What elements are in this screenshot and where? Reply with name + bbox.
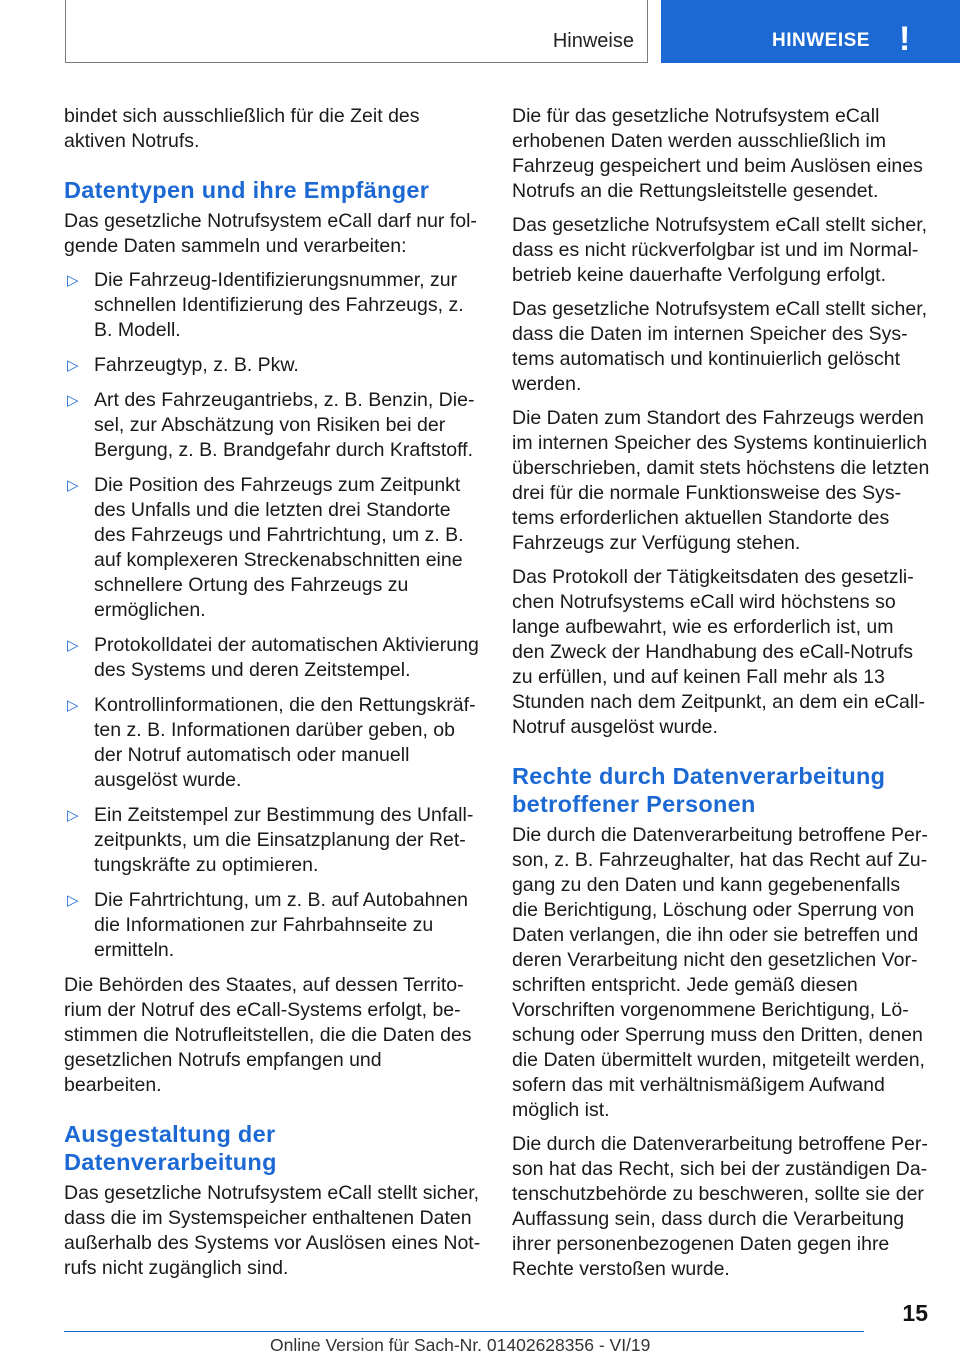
triangle-bullet-icon: ▷	[67, 697, 79, 714]
list-item-text: Fahrzeugtyp, z. B. Pkw.	[94, 354, 299, 376]
footer-text: Online Version für Sach-Nr. 01402628356 - VI/19	[270, 1335, 651, 1355]
exclamation-icon: !	[899, 20, 911, 58]
list-item-text: Protokolldatei der automatischen Aktivierung des Systems und deren Zeitstempel.	[94, 634, 479, 681]
paragraph: Die durch die Datenverarbeitung betroffene Person hat das Recht, sich bei der zuständigen Datenschutzbehörde zu beschweren, sollte sie der Auffassung sein, dass durch die Verarbeitung ihrer personenbezogenen Daten gegen ihre Rechte verstoßen wurde.	[512, 1133, 928, 1280]
heading-ausgestaltung: Ausgestaltung der Datenverarbeitung	[64, 1121, 277, 1175]
list-item	[64, 353, 482, 378]
list-item-text: Ein Zeitstempel zur Bestimmung des Unfallzeitpunkts, um die Einsatzplanung der Rettungskräfte zu optimieren.	[94, 804, 474, 876]
list-item	[64, 388, 482, 463]
header-tab-label: HINWEISE	[772, 30, 870, 51]
page-number: 15	[902, 1300, 928, 1326]
paragraph: Die durch die Datenverarbeitung betroffene Person, z. B. Fahrzeughalter, hat das Recht auf Zugang zu den Daten und kann gegebenenfalls die Berichtigung, Löschung oder Sperrung von Daten verlangen, die ihn oder sie betreffen und deren Verarbeitung nicht den gesetzlichen Vorschriften entspricht. Jede gemäß diesen Vorschriften vorgenommene Berichtigung, Löschung oder Sperrung muss den Dritten, denen die Daten übermittelt wurden, mitgeteilt werden, sofern das mit verhältnismäßigem Aufwand möglich ist.	[512, 824, 928, 1121]
list-item	[64, 693, 482, 793]
list-item	[64, 803, 482, 878]
list-item	[64, 888, 482, 963]
triangle-bullet-icon: ▷	[67, 637, 79, 654]
left-column	[64, 104, 482, 1290]
paragraph: Das gesetzliche Notrufsystem eCall stellt sicher, dass es nicht rückverfolgbar ist und im Normalbetrieb keine dauerhafte Verfolgung erfolgt.	[512, 214, 928, 286]
list-item-text: Art des Fahrzeugantriebs, z. B. Benzin, Diesel, zur Abschätzung von Risiken bei der Bergung, z. B. Brandgefahr durch Kraftstoff.	[94, 389, 475, 461]
list-item-text: Die Fahrzeug-Identifizierungsnummer, zur schnellen Identifizierung des Fahrzeugs, z. B. Modell.	[94, 269, 464, 341]
list-item-text: Die Fahrtrichtung, um z. B. auf Autobahnen die Informationen zur Fahrbahnseite zu ermitteln.	[94, 889, 468, 961]
triangle-bullet-icon: ▷	[67, 392, 79, 409]
triangle-bullet-icon: ▷	[67, 807, 79, 824]
list-item	[64, 473, 482, 623]
paragraph: Das gesetzliche Notrufsystem eCall darf nur folgende Daten sammeln und verarbeiten:	[64, 210, 477, 257]
list-item-text: Kontrollinformationen, die den Rettungskräften z. B. Informationen darüber geben, ob der Notruf automatisch oder manuell ausgelöst wurde.	[94, 694, 476, 791]
paragraph: Das Protokoll der Tätigkeitsdaten des gesetzlichen Notrufsystems eCall wird höchstens so lange aufbewahrt, wie es erforderlich ist, um den Zweck der Handhabung des eCall-Notrufs zu erfüllen, und auf keinen Fall mehr als 13 Stunden nach dem Zeitpunkt, an dem ein eCall-Notruf ausgelöst wurde.	[512, 566, 925, 738]
list-item-text: Die Position des Fahrzeugs zum Zeitpunkt des Unfalls und die letzten drei Standorte des Fahrzeugs und Fahrtrichtung, um z. B. auf komplexeren Streckenabschnitten eine schnellere Ortung des Fahrzeugs zu ermöglichen.	[94, 474, 464, 621]
triangle-bullet-icon: ▷	[67, 272, 79, 289]
triangle-bullet-icon: ▷	[67, 892, 79, 909]
header-tab	[661, 0, 960, 63]
bullet-list	[64, 268, 482, 963]
triangle-bullet-icon: ▷	[67, 357, 79, 374]
heading-rechte: Rechte durch Datenverarbeitung betroffener Personen	[512, 763, 886, 817]
paragraph: Das gesetzliche Notrufsystem eCall stellt sicher, dass die im Systemspeicher enthaltenen Daten außerhalb des Systems vor Auslösen eines Notrufs nicht zugänglich sind.	[64, 1182, 481, 1279]
footer-divider	[64, 1331, 864, 1332]
header-section-title: Hinweise	[552, 30, 634, 52]
paragraph: Die für das gesetzliche Notrufsystem eCall erhobenen Daten werden ausschließlich im Fahrzeug gespeichert und beim Auslösen eines Notrufs an die Rettungsleitstelle gesendet.	[512, 105, 923, 202]
paragraph: Die Daten zum Standort des Fahrzeugs werden im internen Speicher des Systems kontinuierlich überschrieben, damit stets höchstens die letzten drei für die normale Funktionsweise des Systems erforderlichen aktuellen Standorte des Fahrzeugs zur Verfügung stehen.	[512, 407, 930, 554]
intro-paragraph: bindet sich ausschließlich für die Zeit des aktiven Notrufs.	[64, 105, 420, 152]
triangle-bullet-icon: ▷	[67, 477, 79, 494]
list-item	[64, 268, 482, 343]
heading-datentypen: Datentypen und ihre Empfänger	[64, 177, 430, 203]
list-item	[64, 633, 482, 683]
paragraph: Die Behörden des Staates, auf dessen Territorium der Notruf des eCall-Systems erfolgt, bestimmen die Notrufleitstellen, die die Daten des gesetzlichen Notrufs empfangen und bearbeiten.	[64, 974, 472, 1096]
paragraph: Das gesetzliche Notrufsystem eCall stellt sicher, dass die Daten im internen Speicher des Systems automatisch und kontinuierlich gelöscht werden.	[512, 298, 928, 395]
right-column	[512, 104, 930, 1291]
